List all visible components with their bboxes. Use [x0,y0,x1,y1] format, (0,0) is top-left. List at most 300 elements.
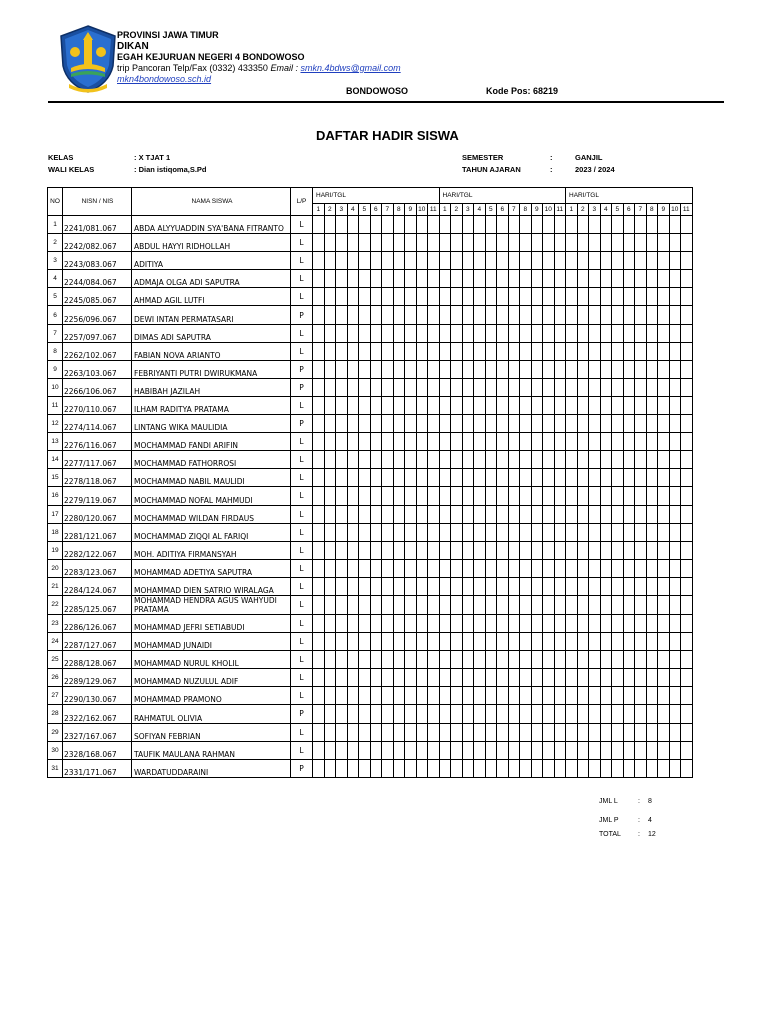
attendance-cell[interactable] [508,252,520,270]
attendance-cell[interactable] [428,288,440,306]
attendance-cell[interactable] [635,523,647,541]
attendance-cell[interactable] [324,577,336,595]
attendance-cell[interactable] [313,234,325,252]
attendance-cell[interactable] [508,595,520,614]
attendance-cell[interactable] [382,433,394,451]
attendance-cell[interactable] [462,252,474,270]
attendance-cell[interactable] [669,378,681,396]
attendance-cell[interactable] [543,633,555,651]
attendance-cell[interactable] [336,523,348,541]
attendance-cell[interactable] [313,633,325,651]
attendance-cell[interactable] [451,342,463,360]
attendance-cell[interactable] [405,595,417,614]
attendance-cell[interactable] [531,234,543,252]
attendance-cell[interactable] [635,306,647,324]
attendance-cell[interactable] [600,595,612,614]
attendance-cell[interactable] [531,451,543,469]
attendance-cell[interactable] [612,306,624,324]
attendance-cell[interactable] [474,523,486,541]
attendance-cell[interactable] [681,342,693,360]
attendance-cell[interactable] [405,288,417,306]
attendance-cell[interactable] [474,723,486,741]
attendance-cell[interactable] [416,633,428,651]
attendance-cell[interactable] [451,288,463,306]
attendance-cell[interactable] [405,651,417,669]
attendance-cell[interactable] [416,687,428,705]
attendance-cell[interactable] [589,759,601,777]
attendance-cell[interactable] [393,415,405,433]
attendance-cell[interactable] [531,595,543,614]
attendance-cell[interactable] [462,687,474,705]
attendance-cell[interactable] [439,595,451,614]
attendance-cell[interactable] [669,541,681,559]
attendance-cell[interactable] [416,216,428,234]
attendance-cell[interactable] [497,669,509,687]
attendance-cell[interactable] [635,559,647,577]
attendance-cell[interactable] [359,396,371,414]
attendance-cell[interactable] [359,705,371,723]
attendance-cell[interactable] [566,705,578,723]
attendance-cell[interactable] [577,360,589,378]
attendance-cell[interactable] [405,723,417,741]
attendance-cell[interactable] [347,523,359,541]
attendance-cell[interactable] [508,342,520,360]
attendance-cell[interactable] [370,505,382,523]
attendance-cell[interactable] [508,306,520,324]
attendance-cell[interactable] [347,741,359,759]
attendance-cell[interactable] [669,505,681,523]
attendance-cell[interactable] [635,270,647,288]
attendance-cell[interactable] [635,252,647,270]
attendance-cell[interactable] [681,360,693,378]
attendance-cell[interactable] [416,595,428,614]
attendance-cell[interactable] [347,234,359,252]
attendance-cell[interactable] [577,252,589,270]
attendance-cell[interactable] [382,324,394,342]
attendance-cell[interactable] [681,723,693,741]
attendance-cell[interactable] [324,723,336,741]
attendance-cell[interactable] [428,759,440,777]
attendance-cell[interactable] [405,469,417,487]
attendance-cell[interactable] [566,669,578,687]
attendance-cell[interactable] [497,741,509,759]
attendance-cell[interactable] [416,614,428,632]
attendance-cell[interactable] [669,415,681,433]
attendance-cell[interactable] [612,723,624,741]
attendance-cell[interactable] [382,288,394,306]
attendance-cell[interactable] [623,234,635,252]
attendance-cell[interactable] [543,759,555,777]
attendance-cell[interactable] [635,633,647,651]
attendance-cell[interactable] [600,288,612,306]
attendance-cell[interactable] [612,687,624,705]
attendance-cell[interactable] [485,577,497,595]
attendance-cell[interactable] [313,451,325,469]
attendance-cell[interactable] [543,595,555,614]
attendance-cell[interactable] [577,505,589,523]
attendance-cell[interactable] [451,669,463,687]
attendance-cell[interactable] [520,505,532,523]
attendance-cell[interactable] [520,451,532,469]
attendance-cell[interactable] [681,324,693,342]
attendance-cell[interactable] [600,234,612,252]
attendance-cell[interactable] [462,360,474,378]
attendance-cell[interactable] [600,342,612,360]
attendance-cell[interactable] [324,741,336,759]
attendance-cell[interactable] [646,252,658,270]
attendance-cell[interactable] [589,342,601,360]
attendance-cell[interactable] [393,216,405,234]
attendance-cell[interactable] [313,669,325,687]
attendance-cell[interactable] [347,705,359,723]
attendance-cell[interactable] [635,360,647,378]
attendance-cell[interactable] [531,252,543,270]
attendance-cell[interactable] [520,415,532,433]
attendance-cell[interactable] [554,651,566,669]
header-email-link[interactable]: smkn.4bdws@gmail.com [300,63,401,73]
attendance-cell[interactable] [669,360,681,378]
attendance-cell[interactable] [336,505,348,523]
attendance-cell[interactable] [370,252,382,270]
attendance-cell[interactable] [577,216,589,234]
attendance-cell[interactable] [600,559,612,577]
attendance-cell[interactable] [324,523,336,541]
attendance-cell[interactable] [313,723,325,741]
attendance-cell[interactable] [474,306,486,324]
attendance-cell[interactable] [416,270,428,288]
attendance-cell[interactable] [393,669,405,687]
attendance-cell[interactable] [531,559,543,577]
attendance-cell[interactable] [554,633,566,651]
attendance-cell[interactable] [612,633,624,651]
attendance-cell[interactable] [566,595,578,614]
attendance-cell[interactable] [497,723,509,741]
attendance-cell[interactable] [589,595,601,614]
attendance-cell[interactable] [589,741,601,759]
attendance-cell[interactable] [370,559,382,577]
attendance-cell[interactable] [520,396,532,414]
attendance-cell[interactable] [681,523,693,541]
attendance-cell[interactable] [370,234,382,252]
attendance-cell[interactable] [508,360,520,378]
attendance-cell[interactable] [336,469,348,487]
attendance-cell[interactable] [612,669,624,687]
attendance-cell[interactable] [566,651,578,669]
attendance-cell[interactable] [554,360,566,378]
attendance-cell[interactable] [416,433,428,451]
attendance-cell[interactable] [658,396,670,414]
attendance-cell[interactable] [669,614,681,632]
attendance-cell[interactable] [485,723,497,741]
attendance-cell[interactable] [428,469,440,487]
attendance-cell[interactable] [600,469,612,487]
attendance-cell[interactable] [462,324,474,342]
attendance-cell[interactable] [554,415,566,433]
attendance-cell[interactable] [462,433,474,451]
attendance-cell[interactable] [428,705,440,723]
attendance-cell[interactable] [658,705,670,723]
attendance-cell[interactable] [359,614,371,632]
attendance-cell[interactable] [382,633,394,651]
attendance-cell[interactable] [428,360,440,378]
attendance-cell[interactable] [336,360,348,378]
attendance-cell[interactable] [554,252,566,270]
attendance-cell[interactable] [646,415,658,433]
attendance-cell[interactable] [646,451,658,469]
attendance-cell[interactable] [370,487,382,505]
attendance-cell[interactable] [543,687,555,705]
attendance-cell[interactable] [646,741,658,759]
attendance-cell[interactable] [635,705,647,723]
attendance-cell[interactable] [531,342,543,360]
attendance-cell[interactable] [370,415,382,433]
attendance-cell[interactable] [681,505,693,523]
attendance-cell[interactable] [669,288,681,306]
attendance-cell[interactable] [508,234,520,252]
attendance-cell[interactable] [439,487,451,505]
attendance-cell[interactable] [393,505,405,523]
attendance-cell[interactable] [669,396,681,414]
attendance-cell[interactable] [566,559,578,577]
attendance-cell[interactable] [554,324,566,342]
attendance-cell[interactable] [554,669,566,687]
attendance-cell[interactable] [359,324,371,342]
attendance-cell[interactable] [681,687,693,705]
attendance-cell[interactable] [393,396,405,414]
attendance-cell[interactable] [646,469,658,487]
attendance-cell[interactable] [474,360,486,378]
attendance-cell[interactable] [405,324,417,342]
attendance-cell[interactable] [382,252,394,270]
attendance-cell[interactable] [612,595,624,614]
attendance-cell[interactable] [474,451,486,469]
attendance-cell[interactable] [635,723,647,741]
attendance-cell[interactable] [462,705,474,723]
attendance-cell[interactable] [646,523,658,541]
attendance-cell[interactable] [658,252,670,270]
attendance-cell[interactable] [543,433,555,451]
attendance-cell[interactable] [405,633,417,651]
attendance-cell[interactable] [313,759,325,777]
attendance-cell[interactable] [635,577,647,595]
attendance-cell[interactable] [646,687,658,705]
attendance-cell[interactable] [497,306,509,324]
attendance-cell[interactable] [382,342,394,360]
attendance-cell[interactable] [347,669,359,687]
attendance-cell[interactable] [359,759,371,777]
attendance-cell[interactable] [543,669,555,687]
attendance-cell[interactable] [497,541,509,559]
attendance-cell[interactable] [382,469,394,487]
attendance-cell[interactable] [474,614,486,632]
attendance-cell[interactable] [635,741,647,759]
attendance-cell[interactable] [370,288,382,306]
attendance-cell[interactable] [347,487,359,505]
attendance-cell[interactable] [439,451,451,469]
attendance-cell[interactable] [347,378,359,396]
attendance-cell[interactable] [635,288,647,306]
attendance-cell[interactable] [359,523,371,541]
attendance-cell[interactable] [531,324,543,342]
attendance-cell[interactable] [658,505,670,523]
attendance-cell[interactable] [543,651,555,669]
attendance-cell[interactable] [313,595,325,614]
attendance-cell[interactable] [623,669,635,687]
attendance-cell[interactable] [589,360,601,378]
attendance-cell[interactable] [336,216,348,234]
attendance-cell[interactable] [382,396,394,414]
attendance-cell[interactable] [416,759,428,777]
attendance-cell[interactable] [439,396,451,414]
attendance-cell[interactable] [393,595,405,614]
attendance-cell[interactable] [681,396,693,414]
attendance-cell[interactable] [508,505,520,523]
attendance-cell[interactable] [646,669,658,687]
attendance-cell[interactable] [313,324,325,342]
attendance-cell[interactable] [405,396,417,414]
attendance-cell[interactable] [336,705,348,723]
attendance-cell[interactable] [508,451,520,469]
attendance-cell[interactable] [669,651,681,669]
attendance-cell[interactable] [600,705,612,723]
attendance-cell[interactable] [658,487,670,505]
attendance-cell[interactable] [635,595,647,614]
attendance-cell[interactable] [566,415,578,433]
attendance-cell[interactable] [428,614,440,632]
attendance-cell[interactable] [485,288,497,306]
attendance-cell[interactable] [485,306,497,324]
header-website-link[interactable]: mkn4bondowoso.sch.id [117,74,212,84]
attendance-cell[interactable] [497,288,509,306]
attendance-cell[interactable] [669,487,681,505]
attendance-cell[interactable] [623,577,635,595]
attendance-cell[interactable] [543,451,555,469]
attendance-cell[interactable] [589,234,601,252]
attendance-cell[interactable] [474,469,486,487]
attendance-cell[interactable] [681,559,693,577]
attendance-cell[interactable] [370,306,382,324]
attendance-cell[interactable] [658,324,670,342]
attendance-cell[interactable] [658,415,670,433]
attendance-cell[interactable] [347,651,359,669]
attendance-cell[interactable] [577,234,589,252]
attendance-cell[interactable] [474,415,486,433]
attendance-cell[interactable] [566,270,578,288]
attendance-cell[interactable] [393,451,405,469]
attendance-cell[interactable] [554,759,566,777]
attendance-cell[interactable] [485,741,497,759]
attendance-cell[interactable] [439,378,451,396]
attendance-cell[interactable] [359,433,371,451]
attendance-cell[interactable] [451,651,463,669]
attendance-cell[interactable] [474,216,486,234]
attendance-cell[interactable] [382,415,394,433]
attendance-cell[interactable] [531,759,543,777]
attendance-cell[interactable] [439,759,451,777]
attendance-cell[interactable] [520,633,532,651]
attendance-cell[interactable] [416,559,428,577]
attendance-cell[interactable] [485,523,497,541]
attendance-cell[interactable] [658,378,670,396]
attendance-cell[interactable] [612,378,624,396]
attendance-cell[interactable] [439,252,451,270]
attendance-cell[interactable] [324,759,336,777]
attendance-cell[interactable] [554,741,566,759]
attendance-cell[interactable] [646,723,658,741]
attendance-cell[interactable] [623,741,635,759]
attendance-cell[interactable] [635,669,647,687]
attendance-cell[interactable] [439,559,451,577]
attendance-cell[interactable] [658,577,670,595]
attendance-cell[interactable] [681,415,693,433]
attendance-cell[interactable] [612,741,624,759]
attendance-cell[interactable] [474,252,486,270]
attendance-cell[interactable] [623,523,635,541]
attendance-cell[interactable] [577,651,589,669]
attendance-cell[interactable] [635,378,647,396]
attendance-cell[interactable] [485,415,497,433]
attendance-cell[interactable] [382,705,394,723]
attendance-cell[interactable] [600,270,612,288]
attendance-cell[interactable] [508,324,520,342]
attendance-cell[interactable] [520,378,532,396]
attendance-cell[interactable] [347,759,359,777]
attendance-cell[interactable] [336,595,348,614]
attendance-cell[interactable] [589,487,601,505]
attendance-cell[interactable] [428,306,440,324]
attendance-cell[interactable] [635,614,647,632]
attendance-cell[interactable] [589,288,601,306]
attendance-cell[interactable] [497,396,509,414]
attendance-cell[interactable] [508,705,520,723]
attendance-cell[interactable] [382,541,394,559]
attendance-cell[interactable] [612,651,624,669]
attendance-cell[interactable] [382,687,394,705]
attendance-cell[interactable] [658,288,670,306]
attendance-cell[interactable] [623,396,635,414]
attendance-cell[interactable] [681,469,693,487]
attendance-cell[interactable] [497,252,509,270]
attendance-cell[interactable] [508,669,520,687]
attendance-cell[interactable] [324,469,336,487]
attendance-cell[interactable] [451,741,463,759]
attendance-cell[interactable] [336,687,348,705]
attendance-cell[interactable] [612,433,624,451]
attendance-cell[interactable] [370,324,382,342]
attendance-cell[interactable] [347,270,359,288]
attendance-cell[interactable] [612,252,624,270]
attendance-cell[interactable] [462,614,474,632]
attendance-cell[interactable] [370,342,382,360]
attendance-cell[interactable] [508,216,520,234]
attendance-cell[interactable] [566,577,578,595]
attendance-cell[interactable] [531,741,543,759]
attendance-cell[interactable] [646,433,658,451]
attendance-cell[interactable] [347,324,359,342]
attendance-cell[interactable] [416,342,428,360]
attendance-cell[interactable] [393,342,405,360]
attendance-cell[interactable] [324,306,336,324]
attendance-cell[interactable] [336,433,348,451]
attendance-cell[interactable] [313,651,325,669]
attendance-cell[interactable] [681,252,693,270]
attendance-cell[interactable] [324,234,336,252]
attendance-cell[interactable] [612,559,624,577]
attendance-cell[interactable] [497,577,509,595]
attendance-cell[interactable] [635,451,647,469]
attendance-cell[interactable] [382,614,394,632]
attendance-cell[interactable] [462,451,474,469]
